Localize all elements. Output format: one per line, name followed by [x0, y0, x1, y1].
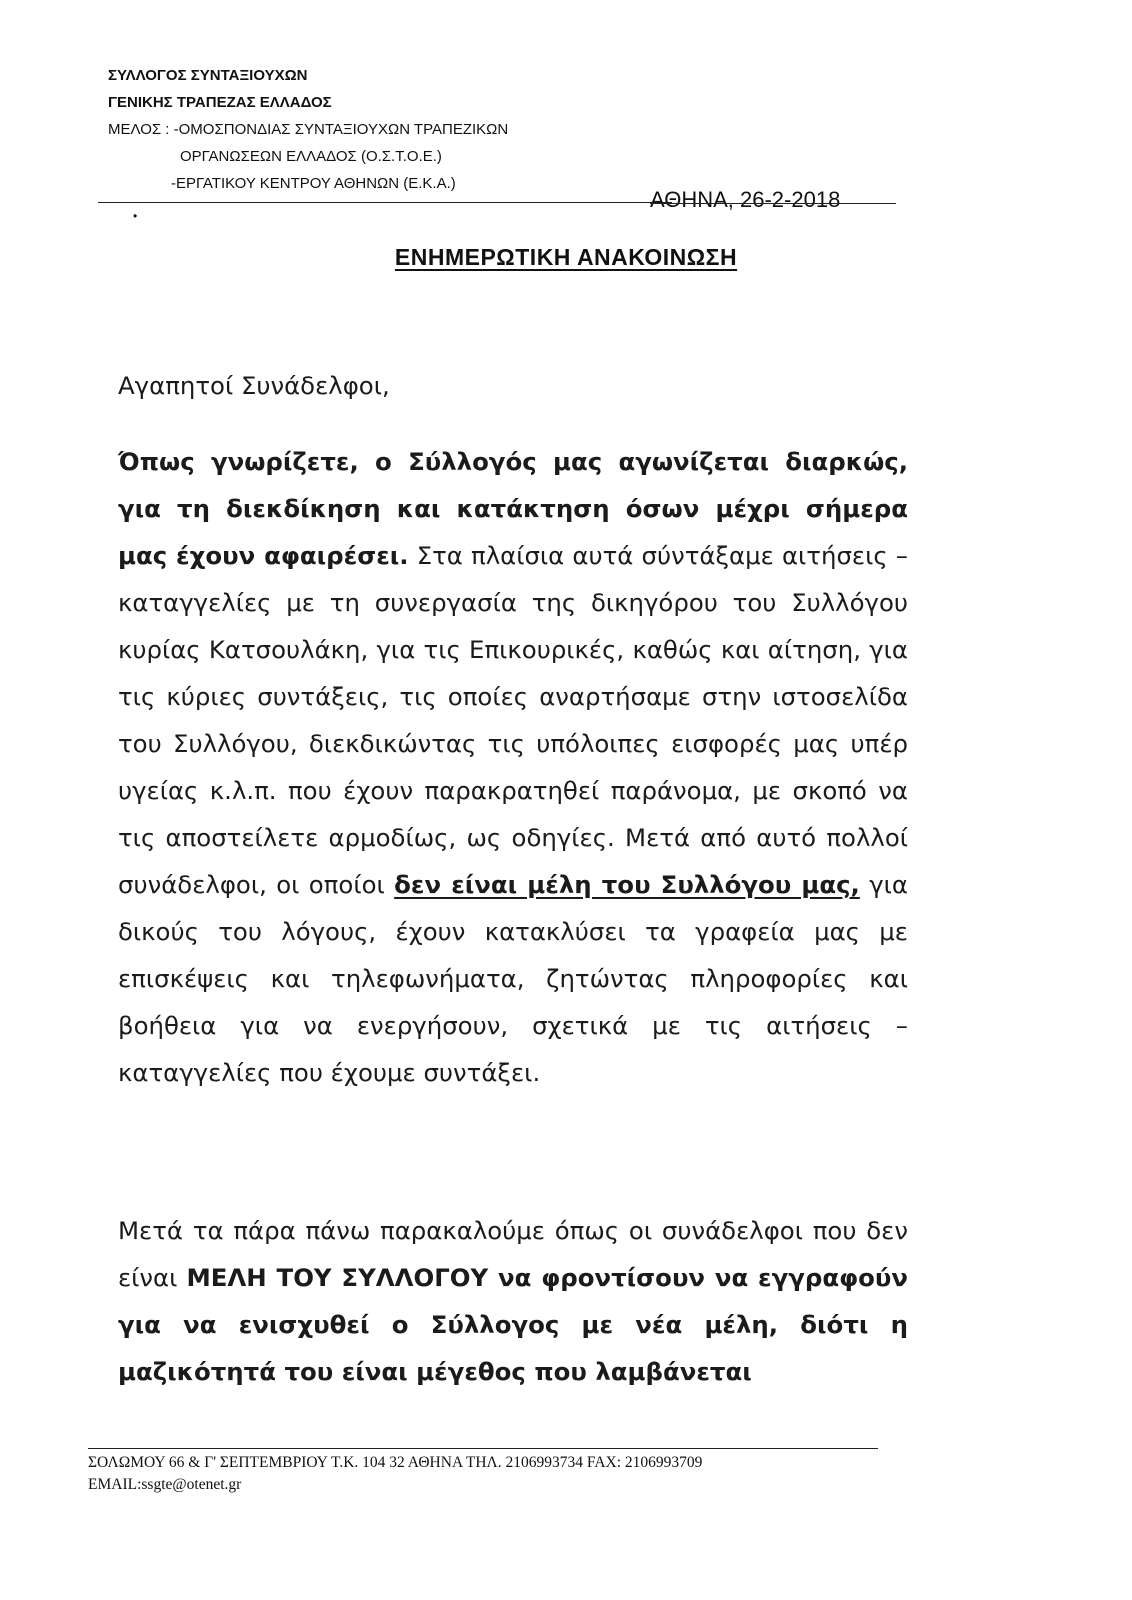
paragraph-2	[118, 1207, 908, 1395]
footer	[88, 1452, 702, 1496]
document-date: ΑΘΗΝΑ, 26-2-2018	[650, 187, 841, 212]
membership-line-3: -ΕΡΓΑΤΙΚΟΥ ΚΕΝΤΡΟΥ ΑΘΗΝΩΝ (Ε.Κ.Α.)	[171, 175, 456, 192]
letterhead	[108, 62, 509, 223]
footer-email: EMAIL:ssgte@otenet.gr	[88, 1476, 242, 1493]
paragraph-1-text-a: Στα πλαίσια αυτά σύντάξαμε αιτήσεις – καταγγελίες με τη συνεργασία της δικηγόρου του Συλλόγου κυρίας Κατσουλάκη, για τις Επικουρικές, καθώς και αίτηση, για τις κύριες συντάξεις, τις οποίες αναρτήσαμε στην ιστοσελίδα του Συλλόγου, διεκδικώντας τις υπόλοιπες εισφορές μας υπέρ υγείας κ.λ.π. που έχουν παρακρατηθεί παράνομα, με σκοπό να τις αποστείλετε αρμοδίως, ως οδηγίες. Μετά από αυτό πολλοί συνάδελφοι, οι οποίοι	[118, 541, 908, 899]
paragraph-1-underlined: δεν είναι μέλη του Συλλόγου μας,	[394, 870, 860, 899]
paragraph-1	[118, 438, 908, 1096]
footer-address: ΣΟΛΩΜΟΥ 66 & Γ' ΣΕΠΤΕΜΒΡΙΟΥ Τ.Κ. 104 32 ΑΘΗΝΑ ΤΗΛ. 2106993734 FAX: 2106993709	[88, 1454, 703, 1471]
paragraph-2-text-a: Μετά τα πάρα πάνω παρακαλούμε όπως οι συνάδελφοι που δεν είναι	[118, 1216, 908, 1292]
association-name-line2: ΓΕΝΙΚΗΣ ΤΡΑΠΕΖΑΣ ΕΛΛΑΔΟΣ	[108, 94, 332, 111]
paragraph-1-text-b: για δικούς του λόγους, έχουν κατακλύσει τα γραφεία μας με επισκέψεις και τηλεφωνήματα, ζητώντας πληροφορίες και βοήθεια για να ενεργήσουν, σχετικά με τις αιτήσεις – καταγγελίες που έχουμε συντάξει.	[118, 870, 908, 1087]
header-rule	[98, 202, 672, 203]
bullet-mark: •	[133, 209, 138, 223]
membership-line: ΜΕΛΟΣ : -ΟΜΟΣΠΟΝΔΙΑΣ ΣΥΝΤΑΞΙΟΥΧΩΝ ΤΡΑΠΕΖΙΚΩΝ	[108, 121, 509, 138]
footer-rule	[88, 1448, 878, 1449]
paragraph-2-bold: ΜΕΛΗ ΤΟΥ ΣΥΛΛΟΓΟΥ να φροντίσουν να εγγραφούν για να ενισχυθεί ο Σύλλογος με νέα μέλη, διότι η μαζικότητά του είναι μέγεθος που λαμβάνεται	[118, 1263, 908, 1386]
paragraph-1-bold-intro: Όπως γνωρίζετε, ο Σύλλογός μας αγωνίζεται διαρκώς, για τη διεκδίκηση και κατάκτηση όσων μέχρι σήμερα μας έχουν αφαιρέσει.	[118, 447, 908, 570]
date-rule	[650, 203, 896, 204]
membership-line-2: ΟΡΓΑΝΩΣΕΩΝ ΕΛΛΑΔΟΣ (Ο.Σ.Τ.Ο.Ε.)	[180, 148, 442, 165]
association-name: ΣΥΛΛΟΓΟΣ ΣΥΝΤΑΞΙΟΥΧΩΝ	[108, 67, 308, 84]
document-title: ΕΝΗΜΕΡΩΤΙΚΗ ΑΝΑΚΟΙΝΩΣΗ	[394, 244, 738, 270]
greeting: Αγαπητοί Συνάδελφοι,	[118, 371, 390, 400]
